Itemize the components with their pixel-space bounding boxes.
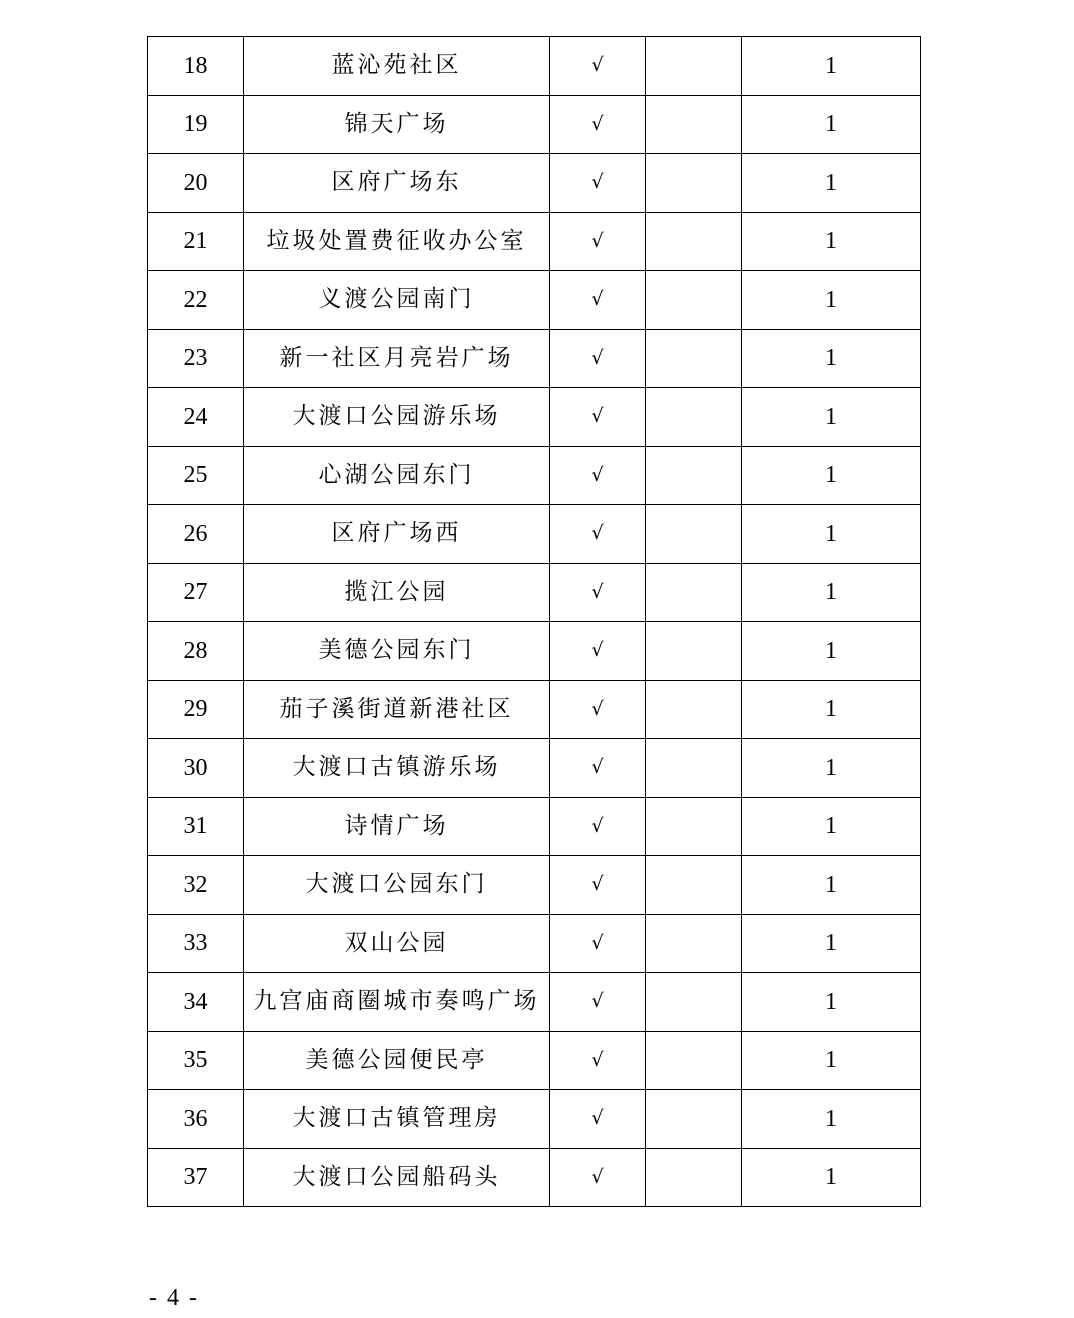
check-mark-cell: √ (550, 1031, 646, 1090)
location-name-cell: 义渡公园南门 (244, 271, 550, 330)
location-name-cell: 茄子溪街道新港社区 (244, 680, 550, 739)
check-mark-cell: √ (550, 446, 646, 505)
location-name-cell: 美德公园便民亭 (244, 1031, 550, 1090)
check-mark-cell: √ (550, 563, 646, 622)
row-number-cell: 22 (148, 271, 244, 330)
blank-cell (646, 856, 742, 915)
table-row (148, 797, 921, 856)
check-mark-cell: √ (550, 622, 646, 681)
blank-cell (646, 973, 742, 1032)
location-name-cell: 双山公园 (244, 914, 550, 973)
row-number-cell: 20 (148, 154, 244, 213)
location-name-cell: 大渡口公园船码头 (244, 1148, 550, 1207)
location-name-cell: 新一社区月亮岩广场 (244, 329, 550, 388)
row-number-cell: 18 (148, 37, 244, 96)
row-number-cell: 29 (148, 680, 244, 739)
quantity-cell: 1 (742, 95, 921, 154)
location-name-cell: 大渡口公园东门 (244, 856, 550, 915)
quantity-cell: 1 (742, 37, 921, 96)
blank-cell (646, 797, 742, 856)
quantity-cell: 1 (742, 797, 921, 856)
location-name-cell: 心湖公园东门 (244, 446, 550, 505)
location-name-cell: 区府广场东 (244, 154, 550, 213)
location-name-cell: 大渡口古镇游乐场 (244, 739, 550, 798)
table-row (148, 212, 921, 271)
location-name-cell: 美德公园东门 (244, 622, 550, 681)
check-mark-cell: √ (550, 1090, 646, 1149)
blank-cell (646, 154, 742, 213)
check-mark-cell: √ (550, 271, 646, 330)
check-mark-cell: √ (550, 154, 646, 213)
check-mark-cell: √ (550, 212, 646, 271)
table-row (148, 1031, 921, 1090)
blank-cell (646, 680, 742, 739)
blank-cell (646, 37, 742, 96)
check-mark-cell: √ (550, 973, 646, 1032)
location-name-cell: 蓝沁苑社区 (244, 37, 550, 96)
table-row (148, 563, 921, 622)
quantity-cell: 1 (742, 680, 921, 739)
row-number-cell: 25 (148, 446, 244, 505)
location-name-cell: 垃圾处置费征收办公室 (244, 212, 550, 271)
row-number-cell: 21 (148, 212, 244, 271)
quantity-cell: 1 (742, 739, 921, 798)
row-number-cell: 33 (148, 914, 244, 973)
quantity-cell: 1 (742, 154, 921, 213)
blank-cell (646, 505, 742, 564)
quantity-cell: 1 (742, 271, 921, 330)
blank-cell (646, 1090, 742, 1149)
table-row (148, 271, 921, 330)
blank-cell (646, 388, 742, 447)
location-name-cell: 大渡口古镇管理房 (244, 1090, 550, 1149)
table-row (148, 505, 921, 564)
location-table (147, 36, 921, 1207)
blank-cell (646, 563, 742, 622)
blank-cell (646, 622, 742, 681)
table-row (148, 329, 921, 388)
quantity-cell: 1 (742, 1148, 921, 1207)
row-number-cell: 27 (148, 563, 244, 622)
check-mark-cell: √ (550, 739, 646, 798)
location-name-cell: 九宫庙商圈城市奏鸣广场 (244, 973, 550, 1032)
row-number-cell: 28 (148, 622, 244, 681)
blank-cell (646, 1031, 742, 1090)
row-number-cell: 26 (148, 505, 244, 564)
row-number-cell: 37 (148, 1148, 244, 1207)
row-number-cell: 24 (148, 388, 244, 447)
table-row (148, 622, 921, 681)
check-mark-cell: √ (550, 680, 646, 739)
check-mark-cell: √ (550, 856, 646, 915)
location-name-cell: 锦天广场 (244, 95, 550, 154)
blank-cell (646, 914, 742, 973)
blank-cell (646, 95, 742, 154)
table-row (148, 95, 921, 154)
check-mark-cell: √ (550, 1148, 646, 1207)
quantity-cell: 1 (742, 329, 921, 388)
table-row (148, 973, 921, 1032)
blank-cell (646, 329, 742, 388)
location-name-cell: 区府广场西 (244, 505, 550, 564)
row-number-cell: 30 (148, 739, 244, 798)
quantity-cell: 1 (742, 856, 921, 915)
table-row (148, 37, 921, 96)
page-number: - 4 - (149, 1285, 199, 1311)
table-body (148, 37, 921, 1207)
quantity-cell: 1 (742, 973, 921, 1032)
blank-cell (646, 1148, 742, 1207)
check-mark-cell: √ (550, 95, 646, 154)
row-number-cell: 23 (148, 329, 244, 388)
table-row (148, 739, 921, 798)
check-mark-cell: √ (550, 329, 646, 388)
table-row (148, 1148, 921, 1207)
quantity-cell: 1 (742, 1031, 921, 1090)
blank-cell (646, 212, 742, 271)
blank-cell (646, 446, 742, 505)
quantity-cell: 1 (742, 388, 921, 447)
table-row (148, 154, 921, 213)
row-number-cell: 34 (148, 973, 244, 1032)
quantity-cell: 1 (742, 1090, 921, 1149)
check-mark-cell: √ (550, 388, 646, 447)
location-name-cell: 大渡口公园游乐场 (244, 388, 550, 447)
table-row (148, 856, 921, 915)
blank-cell (646, 739, 742, 798)
blank-cell (646, 271, 742, 330)
quantity-cell: 1 (742, 446, 921, 505)
row-number-cell: 36 (148, 1090, 244, 1149)
row-number-cell: 31 (148, 797, 244, 856)
row-number-cell: 32 (148, 856, 244, 915)
quantity-cell: 1 (742, 212, 921, 271)
row-number-cell: 35 (148, 1031, 244, 1090)
quantity-cell: 1 (742, 563, 921, 622)
quantity-cell: 1 (742, 505, 921, 564)
row-number-cell: 19 (148, 95, 244, 154)
check-mark-cell: √ (550, 914, 646, 973)
table-row (148, 1090, 921, 1149)
check-mark-cell: √ (550, 505, 646, 564)
check-mark-cell: √ (550, 797, 646, 856)
check-mark-cell: √ (550, 37, 646, 96)
quantity-cell: 1 (742, 914, 921, 973)
table-row (148, 914, 921, 973)
quantity-cell: 1 (742, 622, 921, 681)
table-row (148, 680, 921, 739)
location-name-cell: 诗情广场 (244, 797, 550, 856)
location-name-cell: 揽江公园 (244, 563, 550, 622)
table-row (148, 388, 921, 447)
table-row (148, 446, 921, 505)
